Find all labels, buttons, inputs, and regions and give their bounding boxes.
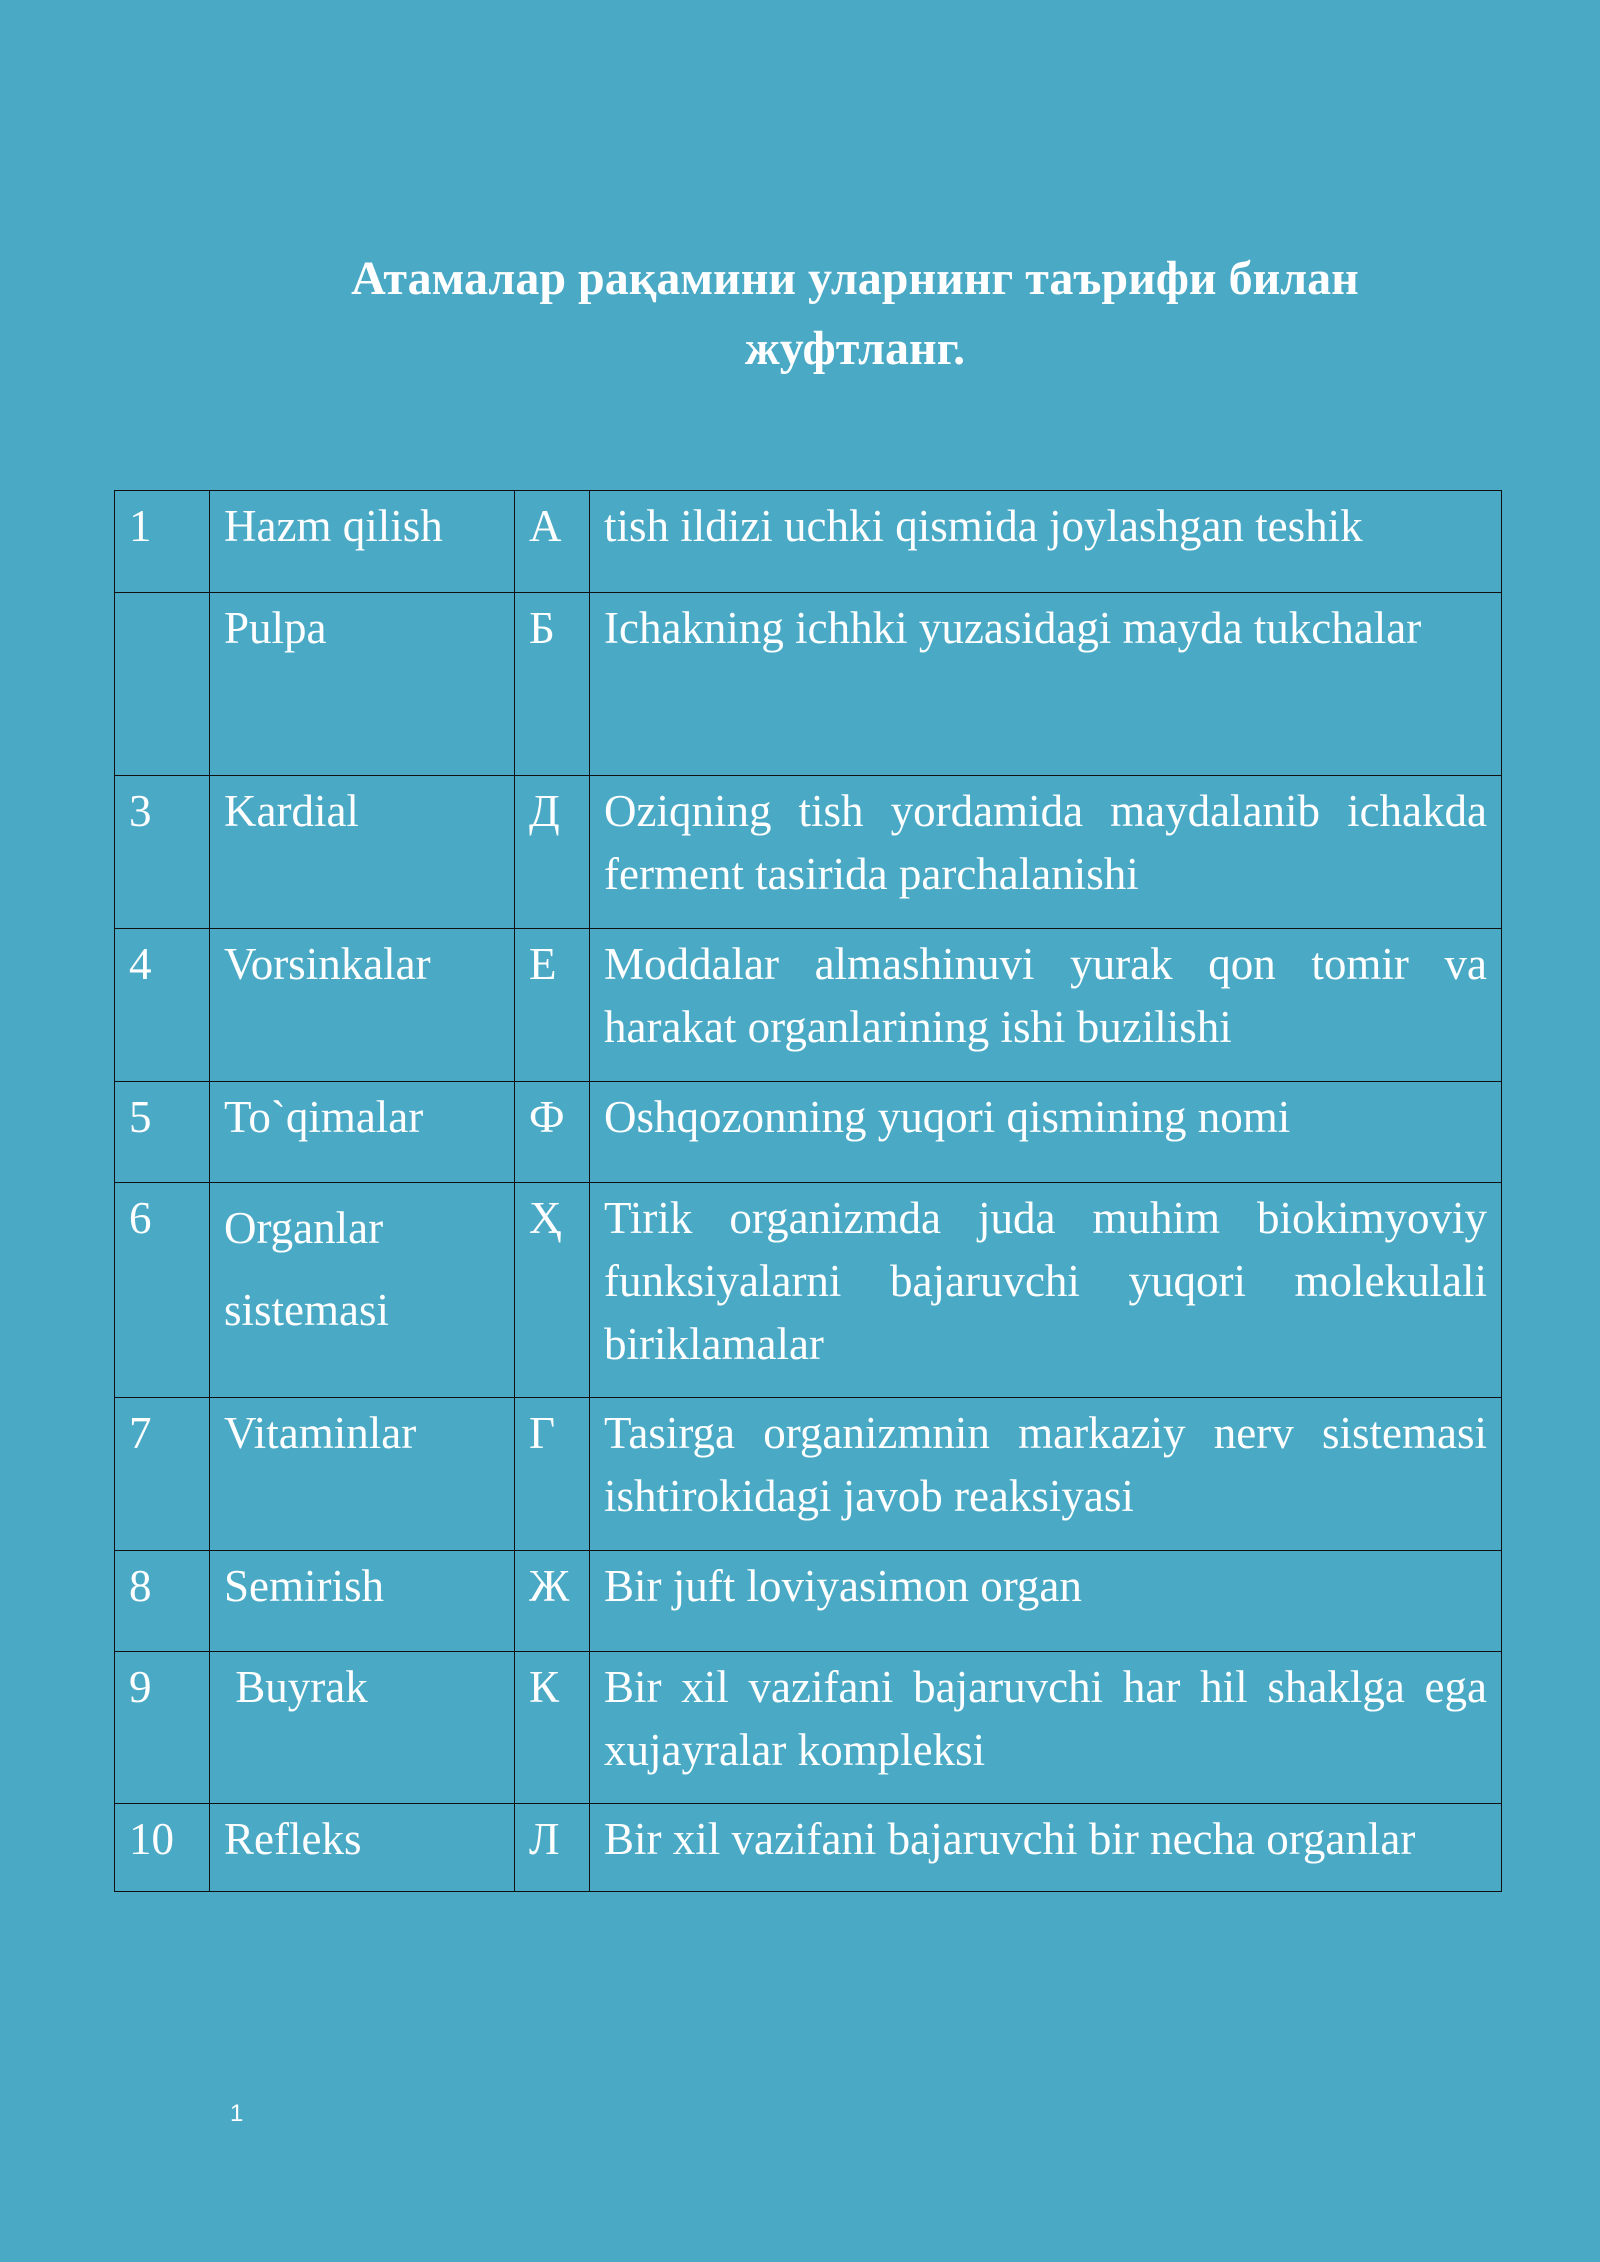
- table-row: [115, 491, 1502, 593]
- term-number: 6: [115, 1183, 210, 1398]
- definition-letter: Б: [515, 593, 590, 776]
- definition-text: Ichakning ichhki yuzasidagi mayda tukchalar: [590, 593, 1502, 776]
- table-row: [115, 1804, 1502, 1892]
- term-number: 10: [115, 1804, 210, 1892]
- definition-text: Tasirga organizmnin markaziy nerv sistemasi ishtirokidagi javob reaksiyasi: [590, 1398, 1502, 1551]
- definition-letter: Ҳ: [515, 1183, 590, 1398]
- definition-letter: А: [515, 491, 590, 593]
- term-number: [115, 593, 210, 776]
- page-title: Атамалар рақамини уларнинг таърифи билан жуфтланг.: [351, 252, 1359, 375]
- term-number: 1: [115, 491, 210, 593]
- term-name: Buyrak: [210, 1652, 515, 1804]
- term-name: Vitaminlar: [210, 1398, 515, 1551]
- term-number: 8: [115, 1551, 210, 1652]
- term-name: Hazm qilish: [210, 491, 515, 593]
- table-row: [115, 1082, 1502, 1183]
- definition-text: Tirik organizmda juda muhim biokimyoviy funksiyalarni bajaruvchi yuqori molekulali biriklamalar: [590, 1183, 1502, 1398]
- table-row: [115, 776, 1502, 929]
- definition-letter: К: [515, 1652, 590, 1804]
- table-row: [115, 1398, 1502, 1551]
- term-number: 9: [115, 1652, 210, 1804]
- matching-table: [114, 490, 1502, 1892]
- definition-letter: Е: [515, 929, 590, 1082]
- definition-text: Moddalar almashinuvi yurak qon tomir va harakat organlarining ishi buzilishi: [590, 929, 1502, 1082]
- term-number: 4: [115, 929, 210, 1082]
- term-number: 3: [115, 776, 210, 929]
- definition-letter: Ф: [515, 1082, 590, 1183]
- table-row: [115, 1551, 1502, 1652]
- definition-letter: Г: [515, 1398, 590, 1551]
- definition-letter: Д: [515, 776, 590, 929]
- term-number: 5: [115, 1082, 210, 1183]
- definition-text: Bir xil vazifani bajaruvchi bir necha organlar: [590, 1804, 1502, 1892]
- term-name: Kardial: [210, 776, 515, 929]
- table-row: [115, 1652, 1502, 1804]
- table-row: [115, 929, 1502, 1082]
- term-name: Organlar sistemasi: [210, 1183, 515, 1398]
- term-name: Vorsinkalar: [210, 929, 515, 1082]
- term-name: To`qimalar: [210, 1082, 515, 1183]
- page-number: 1: [230, 2100, 244, 2127]
- table-row: [115, 1183, 1502, 1398]
- definition-text: tish ildizi uchki qismida joylashgan teshik: [590, 491, 1502, 593]
- definition-text: Bir xil vazifani bajaruvchi har hil shaklga ega xujayralar kompleksi: [590, 1652, 1502, 1804]
- table-row: [115, 593, 1502, 776]
- definition-letter: Ж: [515, 1551, 590, 1652]
- definition-text: Bir juft loviyasimon organ: [590, 1551, 1502, 1652]
- definition-text: Oshqozonning yuqori qismining nomi: [590, 1082, 1502, 1183]
- definition-text: Oziqning tish yordamida maydalanib ichakda ferment tasirida parchalanishi: [590, 776, 1502, 929]
- definition-letter: Л: [515, 1804, 590, 1892]
- term-name: Refleks: [210, 1804, 515, 1892]
- term-name: Semirish: [210, 1551, 515, 1652]
- term-name: Pulpa: [210, 593, 515, 776]
- term-number: 7: [115, 1398, 210, 1551]
